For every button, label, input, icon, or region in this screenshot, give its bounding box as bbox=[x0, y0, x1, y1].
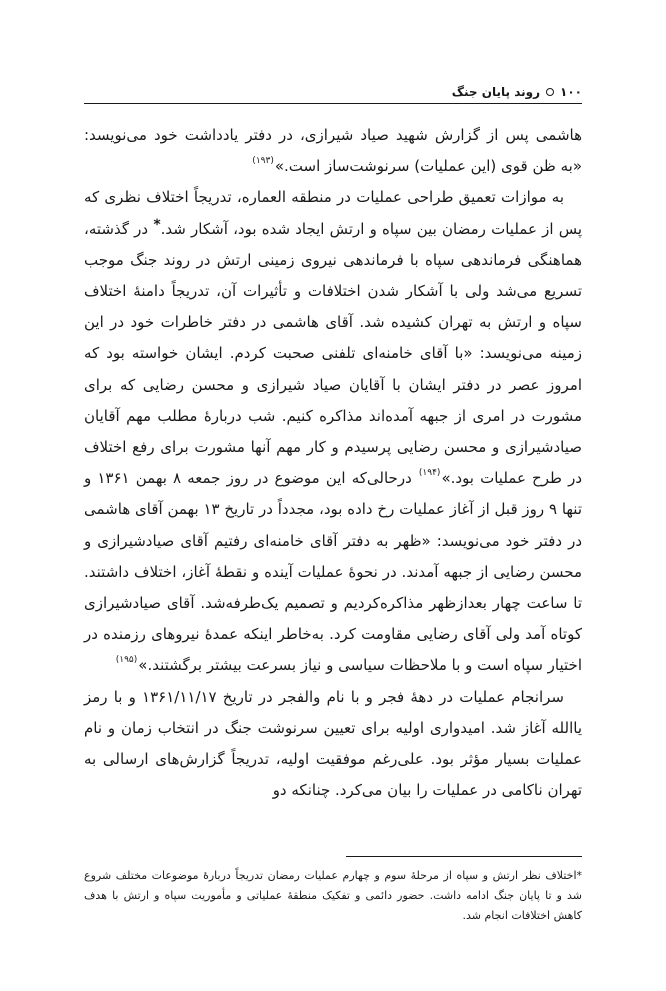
paragraph-3 bbox=[84, 682, 582, 807]
paragraph-3-text: سرانجام عملیات در دههٔ فجر و با نام والفجر در تاریخ ۱۳۶۱/۱۱/۱۷ و با رمز یاالله آغاز شد. امیدواری اولیه برای تعیین سرنوشت جنگ در انتخاب زمان و نام عملیات بسیار مؤثر بود. علی‌رغم موفقیت اولیه، تدریجاً گزارش‌های ارسالی به تهران ناکامی در عملیات را بیان می‌کرد. چنانکه دو bbox=[84, 687, 582, 800]
paragraph-1 bbox=[84, 120, 582, 182]
footnote-ref-195: (۱۹۵) bbox=[115, 655, 138, 666]
footnote-ref-194: (۱۹۴) bbox=[418, 468, 441, 479]
paragraph-2-text-c: درحالی‌که این موضوع در روز جمعه ۸ بهمن ۱۳۶۱ و تنها ۹ روز قبل از آغاز عملیات رخ داده بود، مجدداً در تاریخ ۱۳ بهمن آقای هاشمی در دفتر خود می‌نویسد: «ظهر به دفتر آقای خامنه‌ای رفتیم آقای صیادشیرازی و محسن رضایی از جبهه آمدند. در نحوهٔ عملیات آینده و نقطهٔ آغاز، اختلاف داشتند. تا ساعت چهار بعدازظهر مذاکره‌کردیم و تصمیم یک‌طرفه‌شد. آقای صیادشیرازی کوتاه آمد ولی آقای رضایی مقاومت کرد. به‌خاطر اینکه عمدهٔ نیروهای رزمنده در اختیار سپاه است و با ملاحظات سیاسی و نیاز بسرعت بیشتر برگشتند.» bbox=[84, 469, 582, 675]
body-text bbox=[84, 120, 582, 806]
paragraph-1-text: هاشمی پس از گزارش شهید صیاد شیرازی، در دفتر یادداشت خود می‌نویسد: «به ظن قوی (این عملیات) سرنوشت‌ساز است.» bbox=[84, 126, 582, 176]
paragraph-2-text-a: به موازات تعمیق طراحی عملیات در منطقه العماره، تدریجاً اختلاف نظری که پس از عملیات رمضان بین سپاه و ارتش ایجاد شده بود، آشکار شد. bbox=[84, 188, 583, 238]
running-header bbox=[84, 81, 582, 103]
footnote-divider bbox=[346, 856, 582, 857]
footnote-text: *اختلاف نظر ارتش و سپاه از مرحلهٔ سوم و چهارم عملیات رمضان تدریجاً دربارهٔ موضوعات مختلف شروع شد و تا پایان جنگ ادامه داشت. حضور دائمی و تفکیک منطقهٔ عملیاتی و مأموریت سپاه و ارتش با هدف کاهش اختلافات انجام شد. bbox=[84, 869, 582, 922]
paragraph-2 bbox=[84, 182, 582, 681]
running-title: روند پایان جنگ bbox=[451, 85, 541, 99]
header-divider bbox=[84, 103, 582, 104]
asterisk-footnote-mark: * bbox=[153, 216, 161, 233]
footnote-ref-193: (۱۹۳) bbox=[252, 156, 274, 167]
paragraph-2-text-b: در گذشته، هماهنگی فرماندهی سپاه با فرماندهی نیروی زمینی ارتش در روند جنگ موجب تسریع می‌شد ولی با آشکار شدن اختلافات و تأثیرات آن، تدریجاً دامنهٔ اختلاف سپاه و ارتش به تهران کشیده شد. آقای هاشمی در دفتر خاطرات خود در این زمینه می‌نویسد: «با آقای خامنه‌ای تلفنی صحبت کردم. ایشان خواسته بود که امروز عصر در دفتر ایشان با آقایان صیاد شیرازی و محسن رضایی که برای مشورت در امری از جبهه آمده‌اند مذاکره کنیم. شب دربارهٔ مطلب مهم آقایان صیادشیرازی و محسن رضایی پرسیدم و کار مهم آنها مشورت برای رفع اختلاف در طرح عملیات بود.» bbox=[84, 219, 582, 488]
page-number: ۱۰۰ bbox=[560, 85, 582, 99]
circle-icon bbox=[546, 88, 554, 96]
footnote bbox=[84, 866, 582, 926]
